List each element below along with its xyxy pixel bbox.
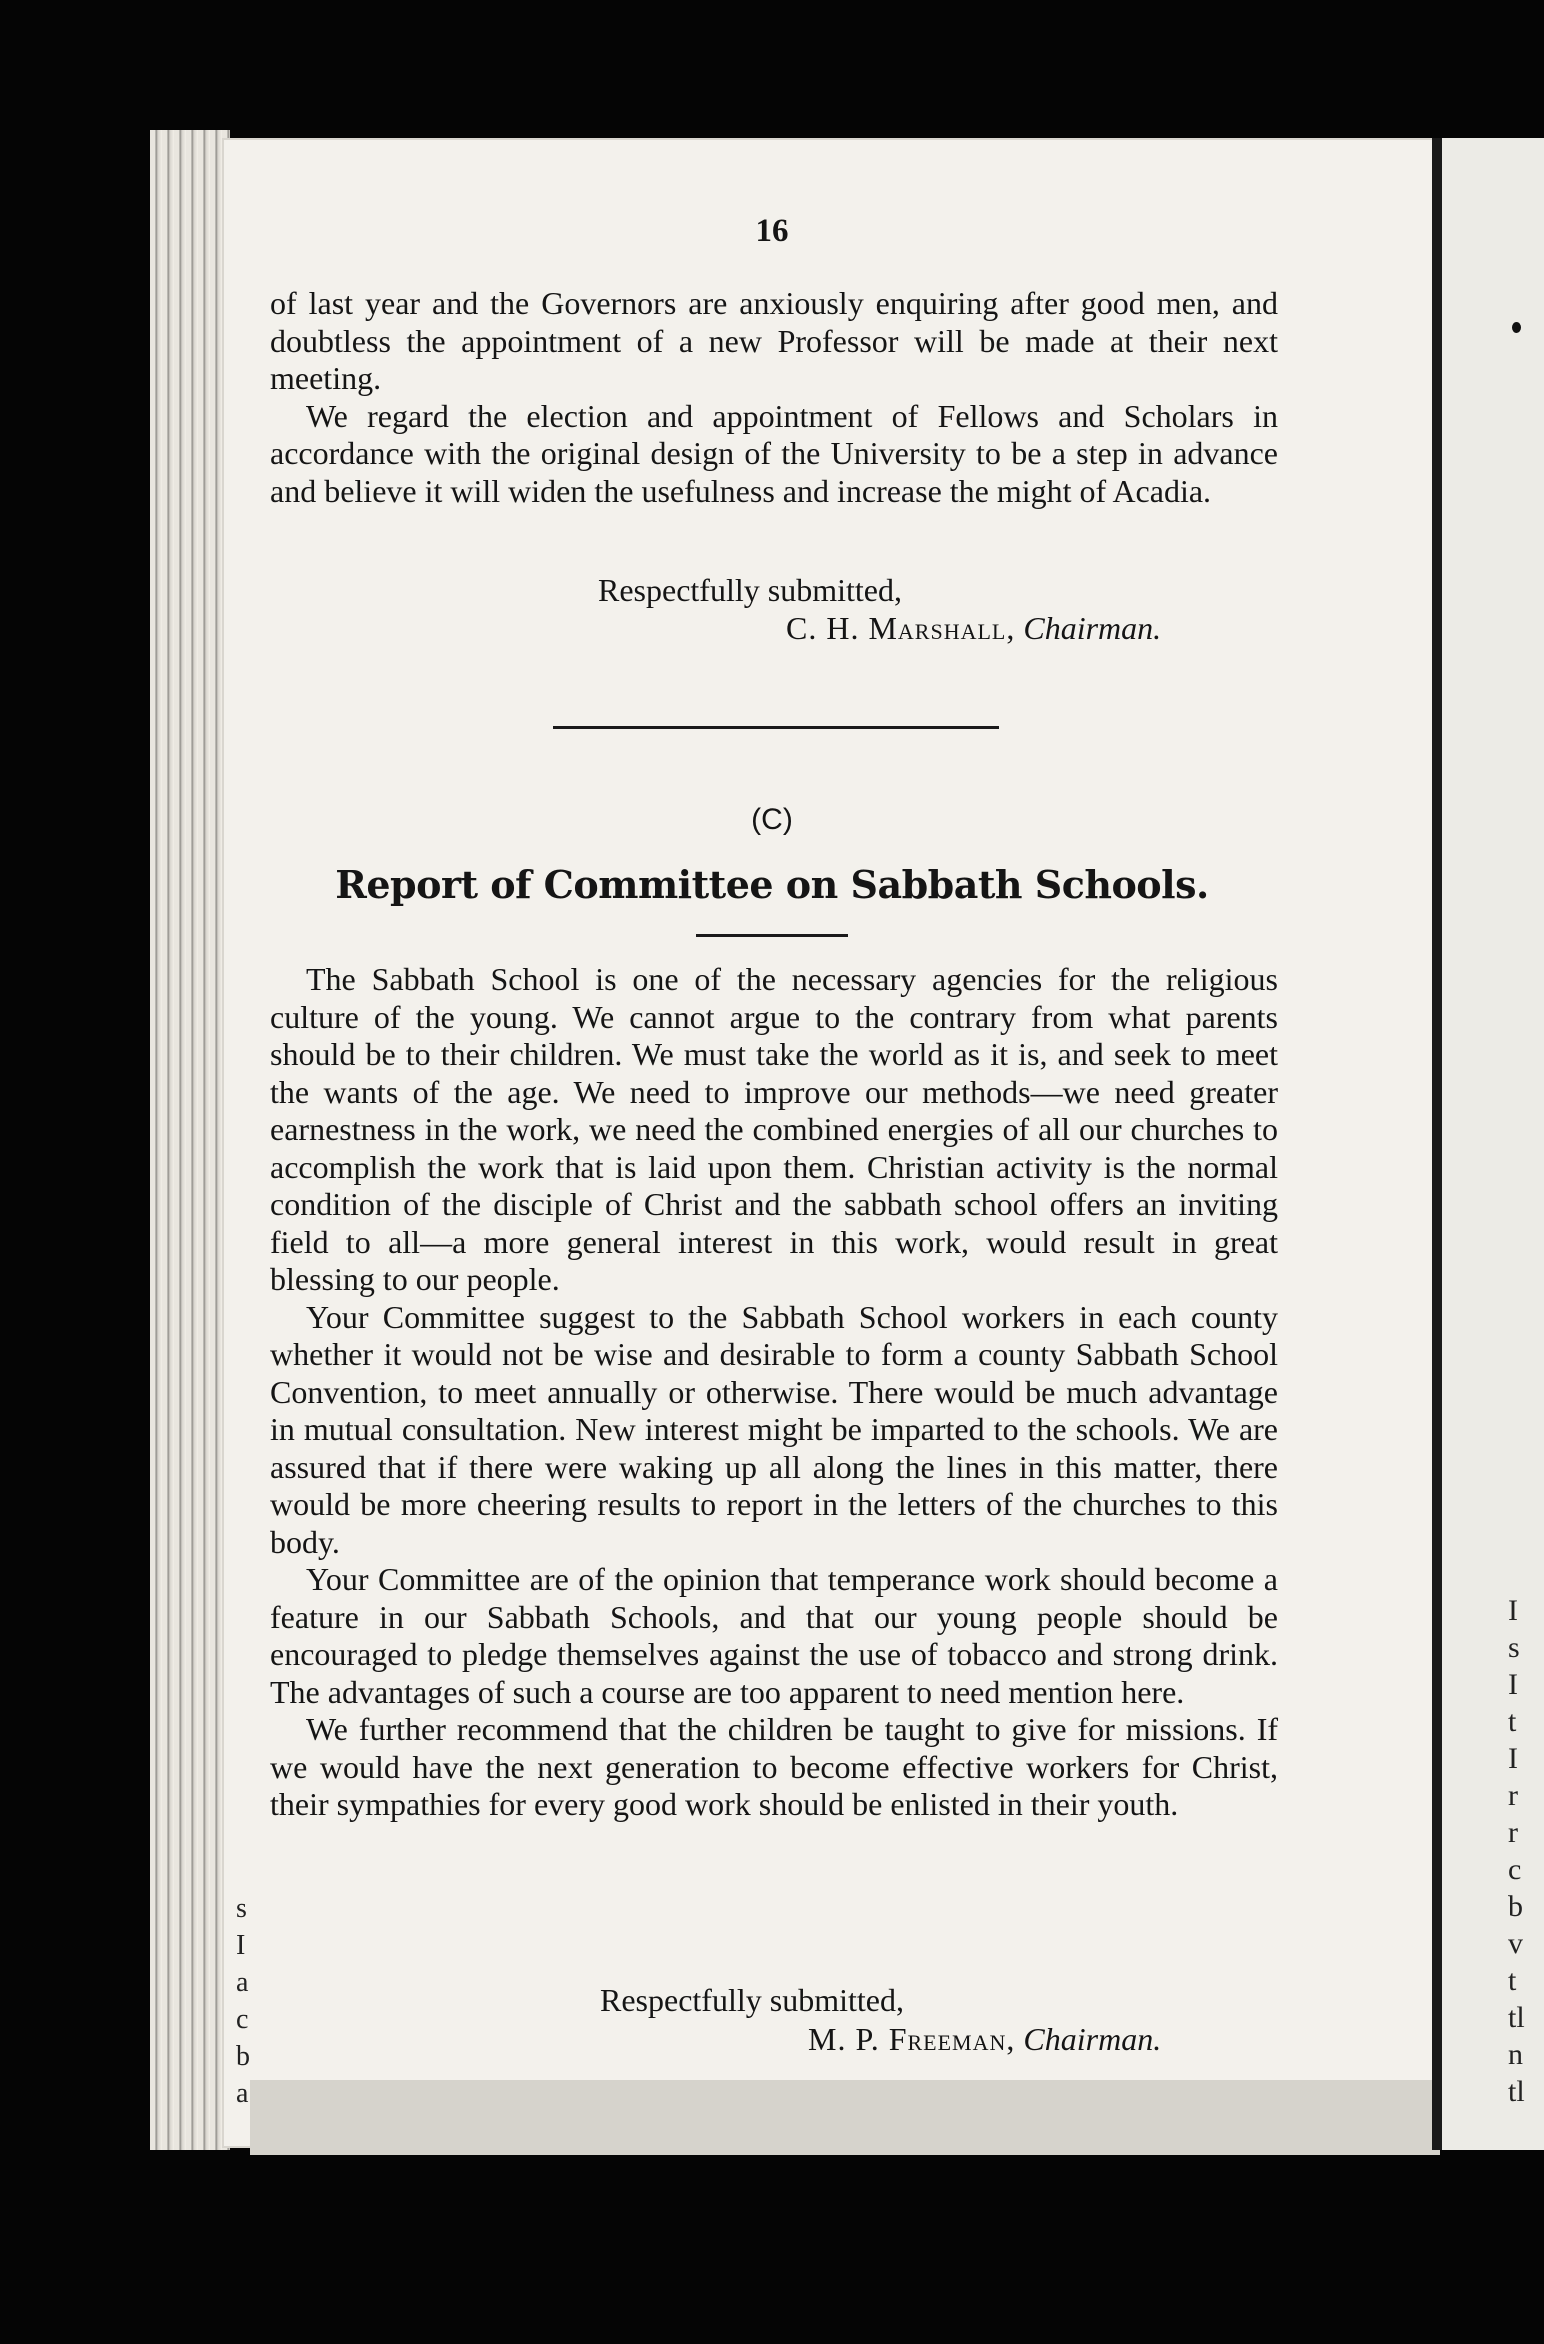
adjacent-page: [1442, 138, 1544, 2150]
report-paragraph-1: The Sabbath School is one of the necessary agencies for the religious culture of the young. We cannot argue to the contrary from what parents should be to their children. We must take the world as it is, and seek to meet the wants of the age. We need to improve our methods—we need greater earnestness in the work, we need the combined energies of all our churches to accomplish the work that is laid upon them. Christian activity is the normal condition of the disciple of Christ and the sabbath school offers an inviting field to all—a more general interest in this work, would result in great blessing to our people.: [270, 961, 1278, 1297]
margin-letter: r: [1508, 1779, 1518, 1812]
margin-letter: a: [236, 1967, 249, 1998]
signature-1-title: Chairman.: [1023, 610, 1162, 646]
page-gutter: [1432, 138, 1442, 2150]
margin-letter: b: [236, 2041, 250, 2072]
adjacent-page-letters: [1508, 1592, 1525, 2110]
left-page-letters: [236, 1890, 250, 2112]
margin-letter: s: [1508, 1631, 1520, 1664]
margin-letter: c: [1508, 1853, 1522, 1886]
report-text: [270, 961, 1278, 1824]
signature-2-name: M. P. Freeman,: [808, 2021, 1016, 2057]
intro-paragraph-1: of last year and the Governors are anxiously enquiring after good men, and doubtless the appointment of a new Professor will be made at their next meeting.: [270, 285, 1278, 396]
intro-text: [270, 285, 1278, 510]
section-title: Report of Committee on Sabbath Schools.: [335, 862, 1209, 907]
page-bottom-shadow: [250, 2080, 1440, 2155]
signature-1-name: C. H. Marshall,: [786, 610, 1016, 646]
intro-paragraph-2: We regard the election and appointment of Fellows and Scholars in accordance with the original design of the University to be a step in advance and believe it will widen the usefulness and increase the might of Acadia.: [270, 397, 1278, 509]
ink-mark: [1512, 322, 1521, 333]
margin-letter: I: [1508, 1594, 1518, 1627]
section-letter: (C): [751, 803, 793, 836]
section-divider: [553, 726, 999, 729]
margin-letter: I: [1508, 1668, 1518, 1701]
margin-letter: t: [1508, 1705, 1517, 1738]
margin-letter: a: [236, 2078, 249, 2109]
report-paragraph-2: Your Committee suggest to the Sabbath School workers in each county whether it would not be wise and desirable to form a county Sabbath School Convention, to meet annually or otherwise. There would be much advantage in mutual consultation. New interest might be imparted to the schools. We are assured that if there were waking up all along the lines in this matter, there would be more cheering results to report in the letters of the churches to this body.: [270, 1298, 1278, 1560]
report-paragraph-3: Your Committee are of the opinion that temperance work should become a feature in our Sabbath Schools, and that our young people should be encouraged to pledge themselves against the use of tobacco and strong drink. The advantages of such a course are too apparent to need mention here.: [270, 1561, 1278, 1710]
margin-letter: I: [236, 1930, 246, 1961]
signature-1-line: [786, 610, 1161, 648]
signature-2-title: Chairman.: [1023, 2021, 1162, 2057]
margin-letter: b: [1508, 1890, 1523, 1923]
signature-2-closing: Respectfully submitted,: [600, 1982, 904, 2018]
margin-letter: tl: [1508, 2001, 1525, 2034]
page-number: 16: [755, 213, 789, 249]
margin-letter: c: [236, 2004, 249, 2035]
margin-letter: v: [1508, 1927, 1523, 1960]
margin-letter: t: [1508, 1964, 1517, 1997]
signature-2-line: [808, 2021, 1161, 2059]
margin-letter: I: [1508, 1742, 1518, 1775]
margin-letter: n: [1508, 2038, 1523, 2071]
margin-letter: s: [236, 1893, 247, 1924]
title-underline: [696, 934, 848, 937]
margin-letter: tl: [1508, 2075, 1525, 2108]
report-paragraph-4: We further recommend that the children be taught to give for missions. If we would have the next generation to become effective workers for Christ, their sympathies for every good work should be enlisted in their youth.: [270, 1711, 1278, 1822]
book-page-edges: [150, 130, 230, 2150]
margin-letter: r: [1508, 1816, 1518, 1849]
signature-1-closing: Respectfully submitted,: [598, 572, 902, 608]
